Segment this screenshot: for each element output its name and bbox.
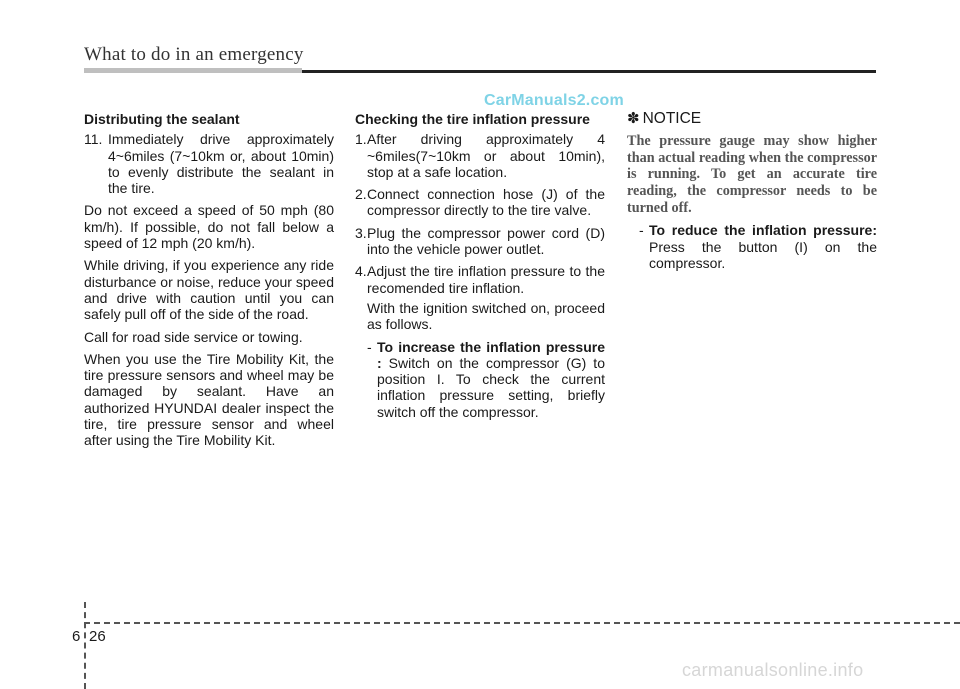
paragraph-road-service: Call for road side service or towing. [84,328,303,345]
bullet-body: Switch on the compressor (G) to position I. To check the current inflation pressure setting, briefly switch off the compressor. [377,354,605,420]
paragraph-ride-disturbance: While driving, if you experience any ride disturbance or noise, reduce your speed and drive with caution until you can safely pull off of the side of the road. [84,257,334,323]
column-1 [84,111,334,455]
bullet-dash: - [367,338,372,355]
step-text: After driving approximately 4 ~6miles(7~10km or about 10min), stop at a safe location. [367,131,605,180]
step-2 [355,186,605,219]
column-3 [627,111,877,277]
page-number: 26 [89,628,106,645]
step-4 [355,263,605,296]
step-text: Plug the compressor power cord (D) into the vehicle power outlet. [367,224,605,258]
bullet-increase-pressure [355,339,605,420]
step-text: Immediately drive approximately 4~6miles (7~10km or, about 10min) to evenly distribute the sealant in the tire. [108,131,334,197]
bullet-label: To increase the inflation pressure : [377,338,605,371]
section-title: What to do in an emergency [84,44,304,65]
paragraph-sensor-warning: When you use the Tire Mobility Kit, the tire pressure sensors and wheel may be damaged by sealant. Have an authorized HYUNDAI dealer inspect the tire, tire pressure sensor and wheel after using the Tire Mobility Kit. [84,350,334,449]
step-text: Adjust the tire inflation pressure to the recomended tire inflation. [367,263,605,296]
paragraph-speed-limit: Do not exceed a speed of 50 mph (80 km/h). If possible, do not fall below a speed of 12 mph (20 km/h). [84,202,334,252]
step-number: 4. [355,263,367,280]
bullet-label: To reduce the inflation pressure: [649,222,877,239]
watermark-carmanuals2: CarManuals2.com [484,92,624,109]
notice-star-icon: ✽ [627,110,640,127]
step-number: 11. [84,131,103,148]
bullet-reduce-pressure [627,222,877,271]
notice-body: The pressure gauge may show higher than actual reading when the compressor is running. To get an accurate tire reading, the compressor needs to be turned off. [627,133,877,216]
step-number: 1. [355,131,367,148]
chapter-number: 6 [72,628,81,645]
heading-distributing-sealant: Distributing the sealant [84,111,240,127]
bullet-dash: - [639,222,644,239]
bullet-text [377,339,605,420]
bullet-text [649,222,877,271]
heading-checking-pressure: Checking the tire inflation pressure [355,111,590,127]
column-2 [355,111,605,426]
watermark-carmanualsonline: carmanualsonline.info [682,660,864,680]
step-number: 3. [355,224,367,241]
footer-divider [84,602,86,689]
header-rule [84,70,876,73]
step-1 [355,131,605,180]
notice-label: NOTICE [642,110,702,127]
step-3 [355,225,605,258]
step-11 [84,131,334,196]
footer-rule [84,622,960,624]
step-4-subtext: With the ignition switched on, proceed as follows. [367,299,605,333]
step-number: 2. [355,186,367,203]
notice-heading [627,111,877,127]
bullet-body: Press the button (I) on the compressor. [649,238,877,271]
step-text: Connect connection hose (J) of the compressor directly to the tire valve. [367,186,605,219]
